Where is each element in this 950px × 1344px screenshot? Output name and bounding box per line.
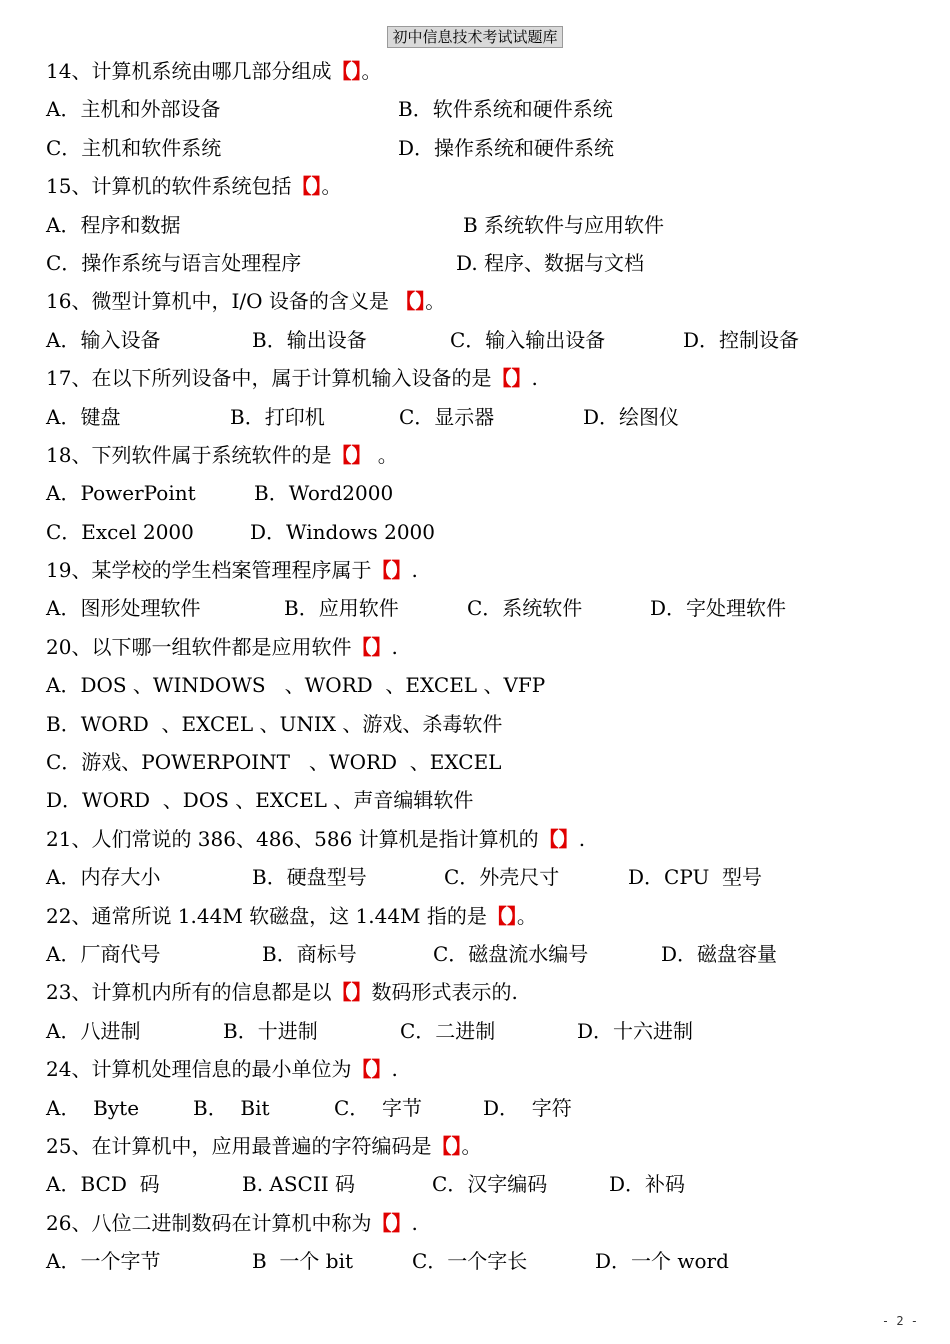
answer-option: D．磁盘容量 [661,941,778,966]
question-suffix: 。 [461,1133,482,1158]
answer-option: B．输出设备 [252,327,367,352]
question-text: 14、计算机系统由哪几部分组成 [46,59,332,83]
answer-option: B．商标号 [262,941,357,966]
option-row [46,244,916,282]
answer-option: C．显示器 [399,404,495,429]
option-row [46,90,916,128]
answer-option: C．主机和软件系统 [46,135,222,160]
question-suffix: . [578,826,586,851]
answer-option: D．WORD 、DOS 、EXCEL 、声音编辑软件 [46,788,474,813]
option-row [46,1165,916,1203]
answer-bracket: 【】 [491,366,532,391]
question-list [46,52,916,1281]
question-15 [46,167,916,205]
answer-bracket: 【】 [331,442,372,467]
answer-option: C．输入输出设备 [450,327,606,352]
answer-bracket: 【】 [395,289,426,314]
answer-option: A．内存大小 [46,865,161,890]
option-row [46,474,916,512]
option-row [46,129,916,167]
answer-option: A．PowerPoint [46,481,196,506]
answer-option: B．硬盘型号 [252,865,367,890]
answer-option: A．程序和数据 [46,212,181,237]
option-row [46,206,916,244]
question-26 [46,1204,916,1242]
answer-option: D. 程序、数据与文档 [456,250,645,275]
option-row [46,321,916,359]
answer-option: C．一个字长 [412,1249,528,1274]
answer-option: C．外壳尺寸 [444,865,560,890]
question-text: 19、某学校的学生档案管理程序属于 [46,558,372,583]
question-text: 22、通常所说 1.44M 软磁盘，这 1.44M 指的是 [46,903,487,928]
question-text: 23、计算机内所有的信息都是以 [46,980,332,1005]
option-row [46,1089,916,1127]
option-row [46,743,916,781]
answer-option: D．十六进制 [577,1018,694,1043]
answer-option: C．磁盘流水编号 [433,941,589,966]
answer-option: A．八进制 [46,1018,141,1043]
question-suffix: . [391,1057,398,1082]
answer-option: D．CPU 型号 [628,865,763,890]
question-suffix: . [531,366,538,391]
answer-option: D．补码 [609,1172,686,1197]
question-text: 21、人们常说的 386、486、586 计算机是指计算机的 [46,826,539,851]
option-row [46,589,916,627]
answer-option: D．字处理软件 [650,596,787,621]
answer-option: A．图形处理软件 [46,596,201,621]
answer-option: A．一个字节 [46,1249,161,1274]
question-text: 25、在计算机中，应用最普遍的字符编码是 [46,1133,432,1158]
option-row [46,513,916,551]
option-row [46,935,916,973]
answer-option: D． 字符 [483,1095,572,1120]
answer-option: D．控制设备 [683,327,800,352]
answer-option: C．操作系统与语言处理程序 [46,250,302,275]
question-suffix: 。 [361,59,382,83]
answer-option: C．游戏、POWERPOINT 、WORD 、EXCEL [46,750,502,775]
answer-option: B．软件系统和硬件系统 [398,97,613,122]
answer-bracket: 【】 [486,903,517,928]
answer-option: B 系统软件与应用软件 [463,212,665,237]
answer-option: C．汉字编码 [432,1172,548,1197]
answer-option: B．应用软件 [284,596,399,621]
answer-option: D．操作系统和硬件系统 [398,135,615,160]
option-row [46,858,916,896]
question-16 [46,282,916,320]
answer-option: B．WORD 、EXCEL 、UNIX 、游戏、杀毒软件 [46,711,503,736]
answer-option: A．BCD 码 [46,1172,160,1197]
question-suffix: 。 [321,174,342,199]
answer-option: A．DOS 、WINDOWS 、WORD 、EXCEL 、VFP [46,673,546,698]
option-row [46,1242,916,1280]
question-suffix: 数码形式表示的. [371,980,518,1005]
page-header [0,26,950,48]
answer-bracket: 【】 [331,59,362,83]
question-text: 15、计算机的软件系统包括 [46,174,292,199]
question-17 [46,359,916,397]
question-suffix: 。 [371,442,398,467]
answer-option: C．系统软件 [467,596,583,621]
answer-bracket: 【】 [351,1057,392,1082]
question-23 [46,973,916,1011]
option-row [46,1012,916,1050]
answer-option: A．厂商代号 [46,941,161,966]
question-14 [46,52,916,90]
question-22 [46,897,916,935]
option-row [46,666,916,704]
answer-option: B. ASCII 码 [242,1172,356,1197]
answer-option: C．Excel 2000 [46,519,194,544]
answer-option: D．绘图仪 [583,404,680,429]
answer-option: A．键盘 [46,404,121,429]
answer-option: A．输入设备 [46,327,161,352]
question-text: 16、微型计算机中，I/O 设备的含义是 [46,289,396,314]
question-text: 18、下列软件属于系统软件的是 [46,442,332,467]
question-suffix: . [411,558,418,583]
answer-bracket: 【】 [371,558,412,583]
question-text: 26、八位二进制数码在计算机中称为 [46,1210,372,1235]
question-21 [46,820,916,858]
answer-bracket: 【】 [331,980,372,1005]
question-suffix: . [411,1210,418,1235]
answer-bracket: 【】 [291,174,322,199]
question-suffix: 。 [425,289,446,314]
answer-option: B 一个 bit [252,1249,354,1274]
question-25 [46,1127,916,1165]
answer-option: B．十进制 [223,1018,318,1043]
header-title: 初中信息技术考试试题库 [387,26,562,48]
answer-option: B．打印机 [230,404,325,429]
answer-bracket: 【】 [538,826,579,851]
option-row [46,398,916,436]
question-text: 24、计算机处理信息的最小单位为 [46,1057,352,1082]
question-20 [46,628,916,666]
option-row [46,781,916,819]
question-suffix: . [391,634,398,659]
answer-option: D．Windows 2000 [250,519,435,544]
option-row [46,705,916,743]
answer-bracket: 【】 [371,1210,412,1235]
question-suffix: 。 [516,903,537,928]
question-24 [46,1050,916,1088]
answer-option: C．二进制 [400,1018,496,1043]
answer-option: B．Word2000 [254,481,394,506]
answer-option: B． Bit [193,1095,270,1120]
question-19 [46,551,916,589]
answer-bracket: 【】 [351,634,392,659]
answer-option: A．主机和外部设备 [46,97,221,122]
answer-bracket: 【】 [431,1133,462,1158]
answer-option: C． 字节 [334,1095,423,1120]
question-text: 17、在以下所列设备中，属于计算机输入设备的是 [46,366,492,391]
answer-option: D．一个 word [595,1249,729,1274]
answer-option: A． Byte [46,1095,140,1120]
page-number: - 2 - [881,1314,918,1328]
question-18 [46,436,916,474]
question-text: 20、以下哪一组软件都是应用软件 [46,634,352,659]
